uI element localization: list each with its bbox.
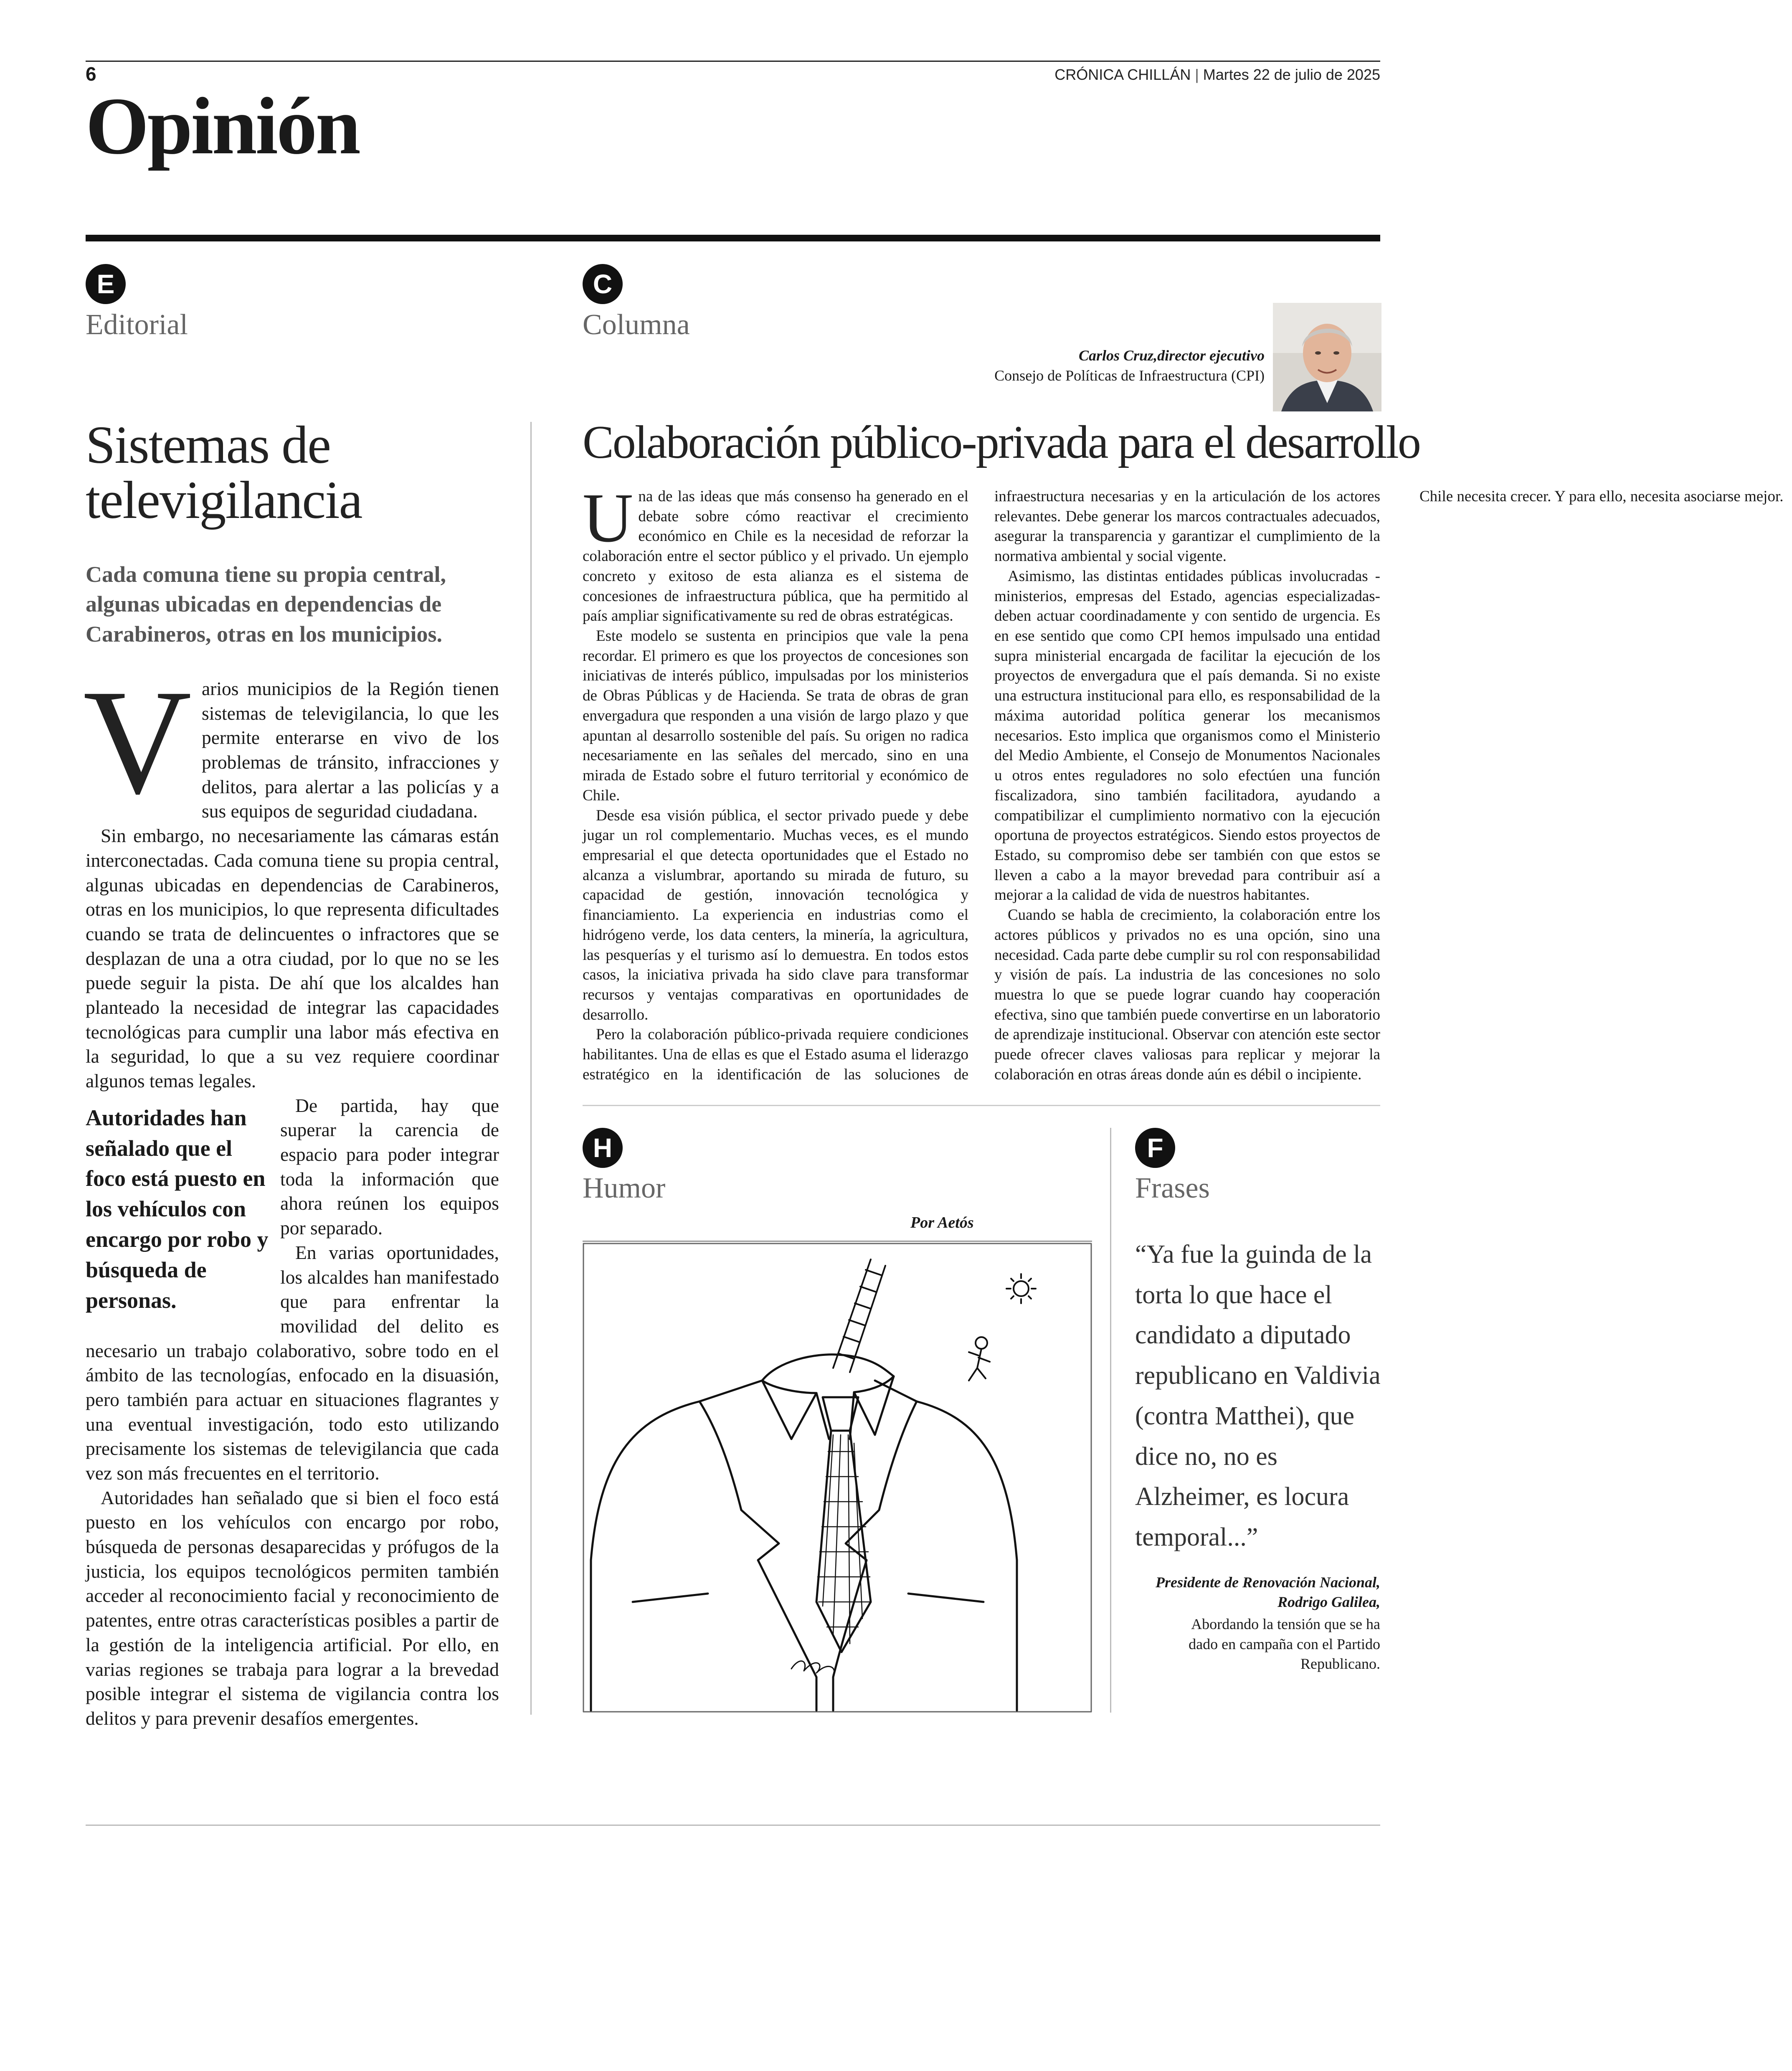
frases-quote: “Ya fue la guinda de la torta lo que hace el candidato a diputado republicano en Valdivia (contra Matthei), que dice no, no es Alzheimer, es locura temporal...”	[1135, 1240, 1381, 1552]
frases-attribution	[1146, 1573, 1380, 1612]
masthead: CRÓNICA CHILLÁN | Martes 22 de julio de 2025	[1054, 66, 1380, 83]
editorial-pullquote: Autoridades han señalado que el foco está puesto en los vehículos con encargo por robo y búsqueda de personas.	[86, 1105, 269, 1313]
issue-date: Martes 22 de julio de 2025	[1203, 66, 1380, 83]
column-paragraph: Desde esa visión pública, el sector privado puede y debe jugar un rol complementario. Muchas veces, es el mundo empresarial el que detecta oportunidades que el Estado no alcanza a vislumbrar, aportando su mirada de futuro, su capacidad de gestión, innovación tecnológica y financiamiento. La experiencia en industrias como el hidrógeno verde, los data centers, la minería, la agricultura, las pesquerías y el turismo así lo demuestra. En todos estos casos, la iniciativa privada ha sido clave para transformar recursos y ventajas comparativas en oportunidades de desarrollo.	[583, 807, 968, 1023]
newspaper-name: CRÓNICA CHILLÁN	[1054, 66, 1191, 83]
editorial-dropcap: V	[83, 658, 192, 825]
editorial-paragraph: Sin embargo, no necesariamente las cámaras están interconectadas. Cada comuna tiene su propia central, algunas ubicadas en dependencias de Carabineros, otras en los municipios, lo que representa dificultades cuando se trata de delincuentes o infractores que se desplazan de una a otra ciudad, por lo que no se les puede seguir la pista. De ahí que los alcaldes han planteado la necesidad de integrar las capacidades tecnológicas para cumplir una labor más efectiva en la seguridad, lo que a su vez requiere coordinar algunos temas legales.	[86, 825, 499, 1091]
column-author-name: Carlos Cruz,director ejecutivo	[1078, 347, 1265, 364]
column-paragraph: Chile necesita crecer. Y para ello, necesita asociarse mejor.	[1419, 488, 1784, 505]
editorial-headline: Sistemas de televigilancia	[86, 415, 362, 530]
column-paragraph: Cuando se habla de crecimiento, la colaboración entre los actores públicos y privados no es una opción, sino una necesidad. Cada parte debe cumplir su rol con responsabilidad y visión de país. La industria de las concesiones no solo muestra lo que se puede lograr cuando hay cooperación efectiva, sino que también puede convertirse en un laboratorio de aprendizaje institucional. Observar con atención este sector puede ofrecer claves valiosas para replicar y mejorar la colaboración en otras áreas donde aún es débil o incipiente.	[994, 906, 1380, 1083]
editorial-paragraph: En varias oportunidades, los alcaldes han manifestado que para enfrentar la movilidad del delito es necesario un trabajo colaborativo, sobre todo en el ámbito de las tecnologías, enfocado en la disuasión, pero también para actuar en situaciones flagrantes y una eventual investigación, todo esto utilizando precisamente los sistemas de televigilancia que cada vez son más frecuentes en el territorio.	[86, 1241, 499, 1484]
column-dropcap: U	[583, 479, 634, 557]
editorial-label: Editorial	[86, 309, 188, 341]
humor-label: Humor	[583, 1172, 666, 1204]
humor-cartoon	[583, 1243, 1092, 1713]
author-photo	[1273, 303, 1381, 411]
section-title: Opinión	[86, 81, 359, 171]
attribution-name: Rodrigo Galilea,	[1277, 1593, 1380, 1610]
column-badge: C	[583, 264, 623, 304]
editorial-paragraph: De partida, hay que superar la carencia de espacio para poder integrar toda la información que ahora reúnen los equipos por separado.	[280, 1094, 499, 1239]
editorial-paragraph: arios municipios de la Región tienen sistemas de televigilancia, lo que les permite enterarse en vivo de los problemas de tránsito, infracciones y delitos, para alertar a las policías y a sus equipos de seguridad ciudadana.	[201, 678, 499, 822]
column-paragraph: Asimismo, las distintas entidades públicas involucradas - ministerios, empresas del Estado, agencias especializadas- deben actuar coordinadamente y con sentido de urgencia. Es en ese sentido que como CPI hemos impulsado una entidad supra ministerial encargada de facilitar la ejecución de los proyectos de envergadura que el país demanda. Si no existe una estructura institucional para ello, es responsabilidad de la máxima autoridad política generar los mecanismos necesarios. Esto implica que organismos como el Ministerio del Medio Ambiente, el Consejo de Monumentos Nacionales u otros entes reguladores no solo efectúen una función fiscalizadora, sino también facilitadora, ayudando a compatibilizar el cumplimiento normativo con la ejecución oportuna de proyectos estratégicos. Siendo estos proyectos de Estado, su compromiso debe ser también con que estos se lleven a cabo a la mayor brevedad para contribuir así a mejorar a la calidad de vida de nuestros habitantes.	[994, 567, 1380, 904]
column-paragraph: na de las ideas que más consenso ha generado en el debate sobre cómo reactivar el crecimiento económico en Chile es la necesidad de reforzar la colaboración entre el sector público y el privado. Un ejemplo concreto y exitoso de esta alianza es el sistema de concesiones de infraestructura pública, que ha permitido al país ampliar significativamente su red de obras estratégicas.	[583, 488, 968, 625]
section-divider	[86, 235, 1380, 241]
frases-label: Frases	[1135, 1172, 1210, 1204]
humor-rule	[583, 1241, 1092, 1242]
column-paragraph: Pero la colaboración público-privada requiere condiciones habilitantes. Una de ellas es que el Estado asuma el liderazgo estratégico en la identificación de las soluciones de infraestructura necesarias y en la articulación de los actores relevantes. Debe generar los marcos contractuales adecuados, asegurar la transparencia y garantizar el cumplimiento de la normativa ambiental y social vigente.	[583, 488, 1380, 1083]
column-label: Columna	[583, 309, 690, 341]
column-author-org: Consejo de Políticas de Infraestructura (CPI)	[994, 367, 1265, 384]
editorial-paragraph: Autoridades han señalado que si bien el foco está puesto en los vehículos con encargo por robo, búsqueda de personas desaparecidas y prófugos de la justicia, los equipos tecnológicos permiten también acceder al reconocimiento facial y reconocimiento de patentes, entre otras características posibles a partir de la gestión de la inteligencia artificial. Por ello, en varias regiones se trabaja para lograr a la brevedad posible integrar el sistema de vigilancia contra los delitos y para prevenir desafíos emergentes.	[86, 1487, 499, 1729]
attribution-title: Presidente de Renovación Nacional,	[1156, 1574, 1380, 1591]
column-bottom-rule	[583, 1105, 1380, 1106]
column-headline: Colaboración público-privada para el desarrollo	[583, 416, 1420, 468]
bottom-rule	[86, 1825, 1380, 1826]
top-rule	[86, 61, 1380, 62]
humor-author: Por Aetós	[910, 1214, 974, 1231]
editorial-badge: E	[86, 264, 126, 304]
page-number: 6	[86, 63, 96, 85]
column-divider	[530, 422, 532, 1715]
sun-icon	[1006, 1274, 1036, 1303]
humor-badge: H	[583, 1128, 623, 1168]
frases-divider	[1110, 1128, 1111, 1713]
editorial-lead: Cada comuna tiene su propia central, algunas ubicadas en dependencias de Carabineros, otras en los municipios.	[86, 562, 446, 647]
column-body	[583, 479, 1784, 1096]
frases-badge: F	[1135, 1128, 1175, 1168]
frases-context: Abordando la tensión que se ha dado en campaña con el Partido Republicano.	[1189, 1616, 1380, 1673]
editorial-body	[83, 658, 499, 1731]
column-paragraph: Este modelo se sustenta en principios que vale la pena recordar. El primero es que los proyectos de concesiones son iniciativas de interés público, impulsadas por los ministerios de Obras Públicas y de Hacienda. Se trata de obras de gran envergadura que responden a una visión de largo plazo y que apuntan al desarrollo sostenible del país. Su origen no radica necesariamente en las señales del mercado, sino en una mirada de Estado sobre el futuro territorial y económico de Chile.	[583, 627, 968, 804]
